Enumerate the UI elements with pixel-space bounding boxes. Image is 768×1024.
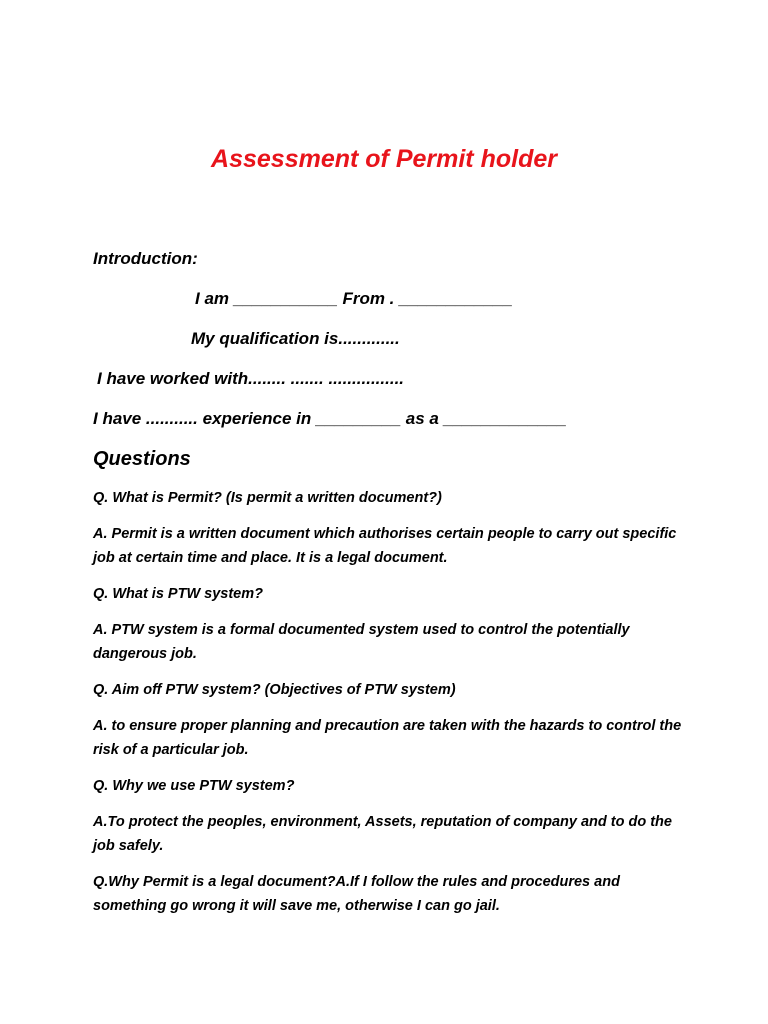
answer-item: A. to ensure proper planning and precaution are taken with the hazards to control the risk of a particular job. (93, 718, 682, 758)
question-answer-item: Q.Why Permit is a legal document?A.If I follow the rules and procedures and something go wrong it will save me, otherwise I can go jail. (93, 874, 620, 914)
question-item: Q. Why we use PTW system? (93, 778, 295, 794)
intro-line-experience: I have ........... experience in _________ as a _____________ (93, 409, 567, 428)
question-item: Q. What is Permit? (Is permit a written document?) (93, 490, 442, 506)
question-item: Q. What is PTW system? (93, 586, 263, 602)
introduction-heading: Introduction: (93, 249, 198, 268)
answer-item: A.To protect the peoples, environment, Assets, reputation of company and to do the job safely. (93, 814, 672, 854)
answer-item: A. Permit is a written document which authorises certain people to carry out specific job at certain time and place. It is a legal document. (93, 526, 677, 566)
intro-line-name-origin: I am ___________ From . ____________ (195, 289, 513, 308)
intro-line-worked-with: I have worked with........ ....... ................ (97, 369, 405, 388)
intro-line-qualification: My qualification is............. (191, 329, 400, 348)
question-item: Q. Aim off PTW system? (Objectives of PTW system) (93, 682, 456, 698)
document-title: Assessment of Permit holder (211, 145, 557, 173)
answer-item: A. PTW system is a formal documented system used to control the potentially dangerous job. (93, 622, 630, 662)
questions-heading: Questions (93, 448, 191, 470)
